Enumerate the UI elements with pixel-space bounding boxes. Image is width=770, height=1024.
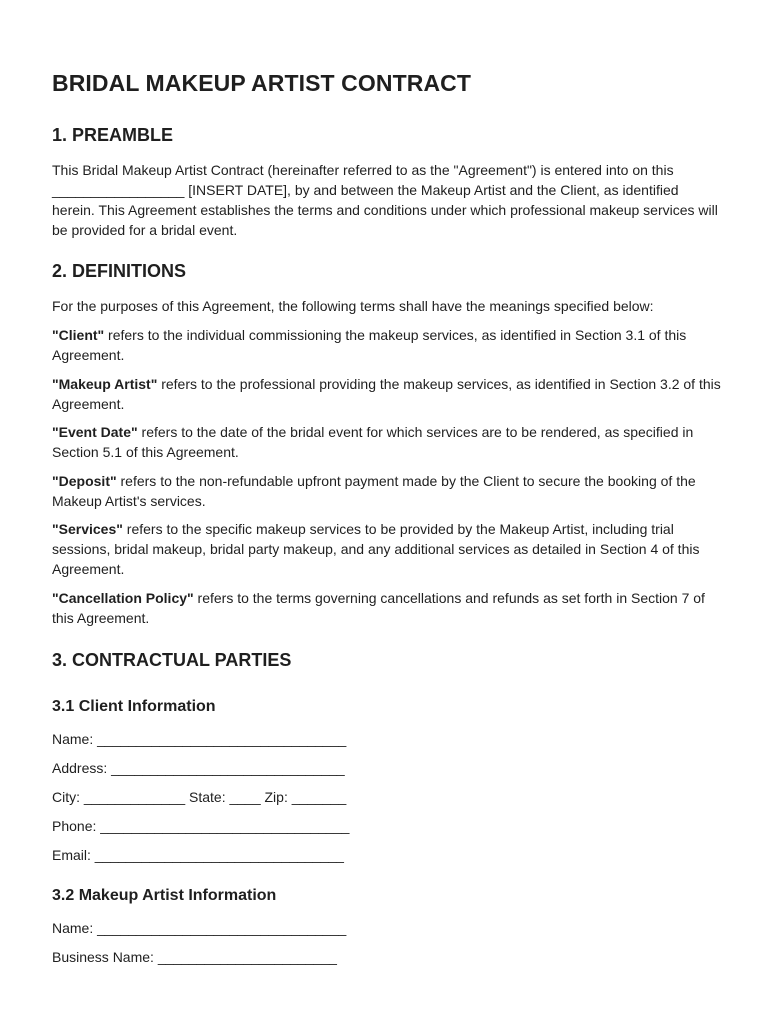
definition-term: "Event Date" bbox=[52, 424, 138, 440]
definition-deposit bbox=[52, 471, 722, 511]
client-information-heading: 3.1 Client Information bbox=[52, 698, 216, 715]
client-email-field[interactable]: Email: ________________________________ bbox=[52, 847, 344, 863]
definition-text: refers to the professional providing the makeup services, as identified in Section 3.2 of this Agreement. bbox=[52, 376, 721, 412]
client-address-field[interactable]: Address: ______________________________ bbox=[52, 760, 345, 776]
definition-cancellation-policy bbox=[52, 588, 722, 628]
definition-term: "Deposit" bbox=[52, 473, 117, 489]
preamble-heading: 1. PREAMBLE bbox=[52, 125, 174, 145]
definition-event-date bbox=[52, 422, 722, 462]
definition-text: refers to the non-refundable upfront payment made by the Client to secure the booking of the Makeup Artist's services. bbox=[52, 473, 696, 509]
artist-name-field[interactable]: Name: ________________________________ bbox=[52, 920, 347, 936]
definitions-intro: For the purposes of this Agreement, the following terms shall have the meanings specified below: bbox=[52, 298, 654, 314]
definition-makeup-artist bbox=[52, 374, 722, 414]
definition-text: refers to the terms governing cancellations and refunds as set forth in Section 7 of this Agreement. bbox=[52, 590, 705, 626]
client-name-field[interactable]: Name: ________________________________ bbox=[52, 731, 347, 747]
contractual-parties-heading: 3. CONTRACTUAL PARTIES bbox=[52, 650, 292, 670]
definition-text: refers to the individual commissioning the makeup services, as identified in Section 3.1 of this Agreement. bbox=[52, 327, 687, 363]
document-title: BRIDAL MAKEUP ARTIST CONTRACT bbox=[52, 70, 472, 96]
definition-client bbox=[52, 325, 722, 365]
definition-services bbox=[52, 519, 722, 579]
client-phone-field[interactable]: Phone: ________________________________ bbox=[52, 818, 350, 834]
definitions-heading: 2. DEFINITIONS bbox=[52, 261, 187, 281]
artist-business-name-field[interactable]: Business Name: _______________________ bbox=[52, 949, 337, 965]
definition-term: "Makeup Artist" bbox=[52, 376, 158, 392]
client-city-state-zip-field[interactable]: City: _____________ State: ____ Zip: _______ bbox=[52, 789, 347, 805]
definition-text: refers to the specific makeup services to be provided by the Makeup Artist, including trial sessions, bridal makeup, bridal party makeup, and any additional services as detailed in Section 4 of this Agreement. bbox=[52, 521, 700, 577]
preamble-text: This Bridal Makeup Artist Contract (hereinafter referred to as the "Agreement") is entered into on this _________________ [INSERT DATE], by and between the Makeup Artist and the Client, as identified herein. This Agreement establishes the terms and conditions under which professional makeup services will be provided for a bridal event. bbox=[52, 162, 718, 238]
makeup-artist-information-heading: 3.2 Makeup Artist Information bbox=[52, 887, 277, 904]
definition-text: refers to the date of the bridal event for which services are to be rendered, as specified in Section 5.1 of this Agreement. bbox=[52, 424, 694, 460]
definition-term: "Client" bbox=[52, 327, 105, 343]
definition-term: "Cancellation Policy" bbox=[52, 590, 194, 606]
definition-term: "Services" bbox=[52, 521, 123, 537]
